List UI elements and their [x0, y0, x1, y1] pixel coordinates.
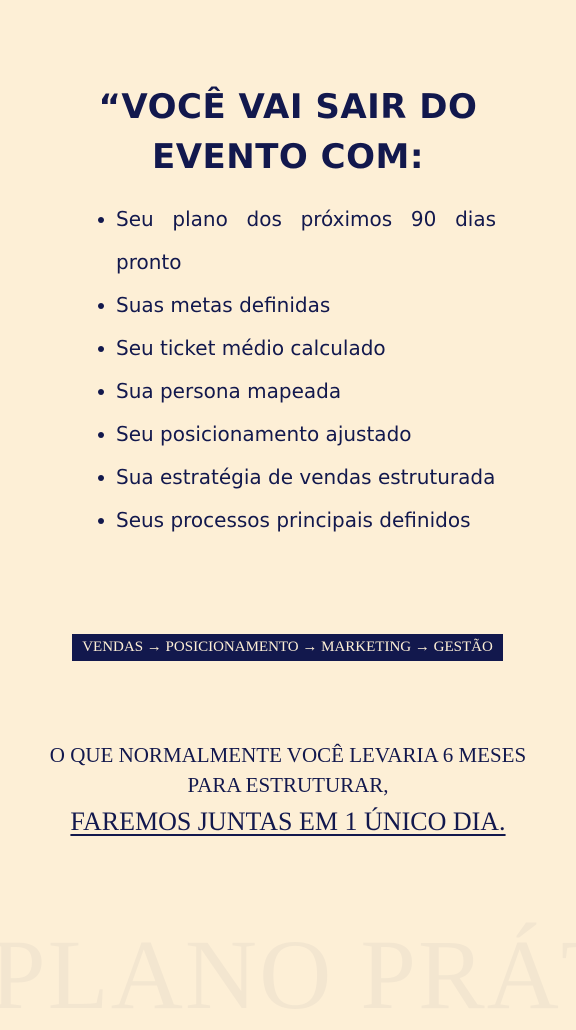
page-title — [0, 82, 576, 182]
timeframe-line-2: PARA ESTRUTURAR, — [187, 773, 389, 797]
timeframe-text — [0, 740, 576, 800]
list-item: Sua persona mapeada — [96, 370, 496, 413]
list-item: Seu plano dos próximos 90 dias pronto — [96, 198, 496, 284]
highlight-underlined: FAREMOS JUNTAS EM 1 ÚNICO DIA. — [70, 807, 506, 836]
title-line-1: “VOCÊ VAI SAIR DO — [98, 87, 478, 127]
list-item: Suas metas definidas — [96, 284, 496, 327]
pillars-banner: VENDAS → POSICIONAMENTO → MARKETING → GESTÃO — [72, 634, 503, 661]
list-item: Seu ticket médio calculado — [96, 327, 496, 370]
list-item: Seu posicionamento ajustado — [96, 413, 496, 456]
list-item: Seus processos principais definidos — [96, 499, 496, 542]
benefits-list — [96, 198, 496, 542]
title-line-2: EVENTO COM: — [152, 137, 424, 177]
highlight-text — [0, 805, 576, 839]
watermark — [0, 920, 576, 1030]
list-item: Sua estratégia de vendas estruturada — [96, 456, 496, 499]
timeframe-line-1: O QUE NORMALMENTE VOCÊ LEVARIA 6 MESES — [49, 743, 527, 767]
